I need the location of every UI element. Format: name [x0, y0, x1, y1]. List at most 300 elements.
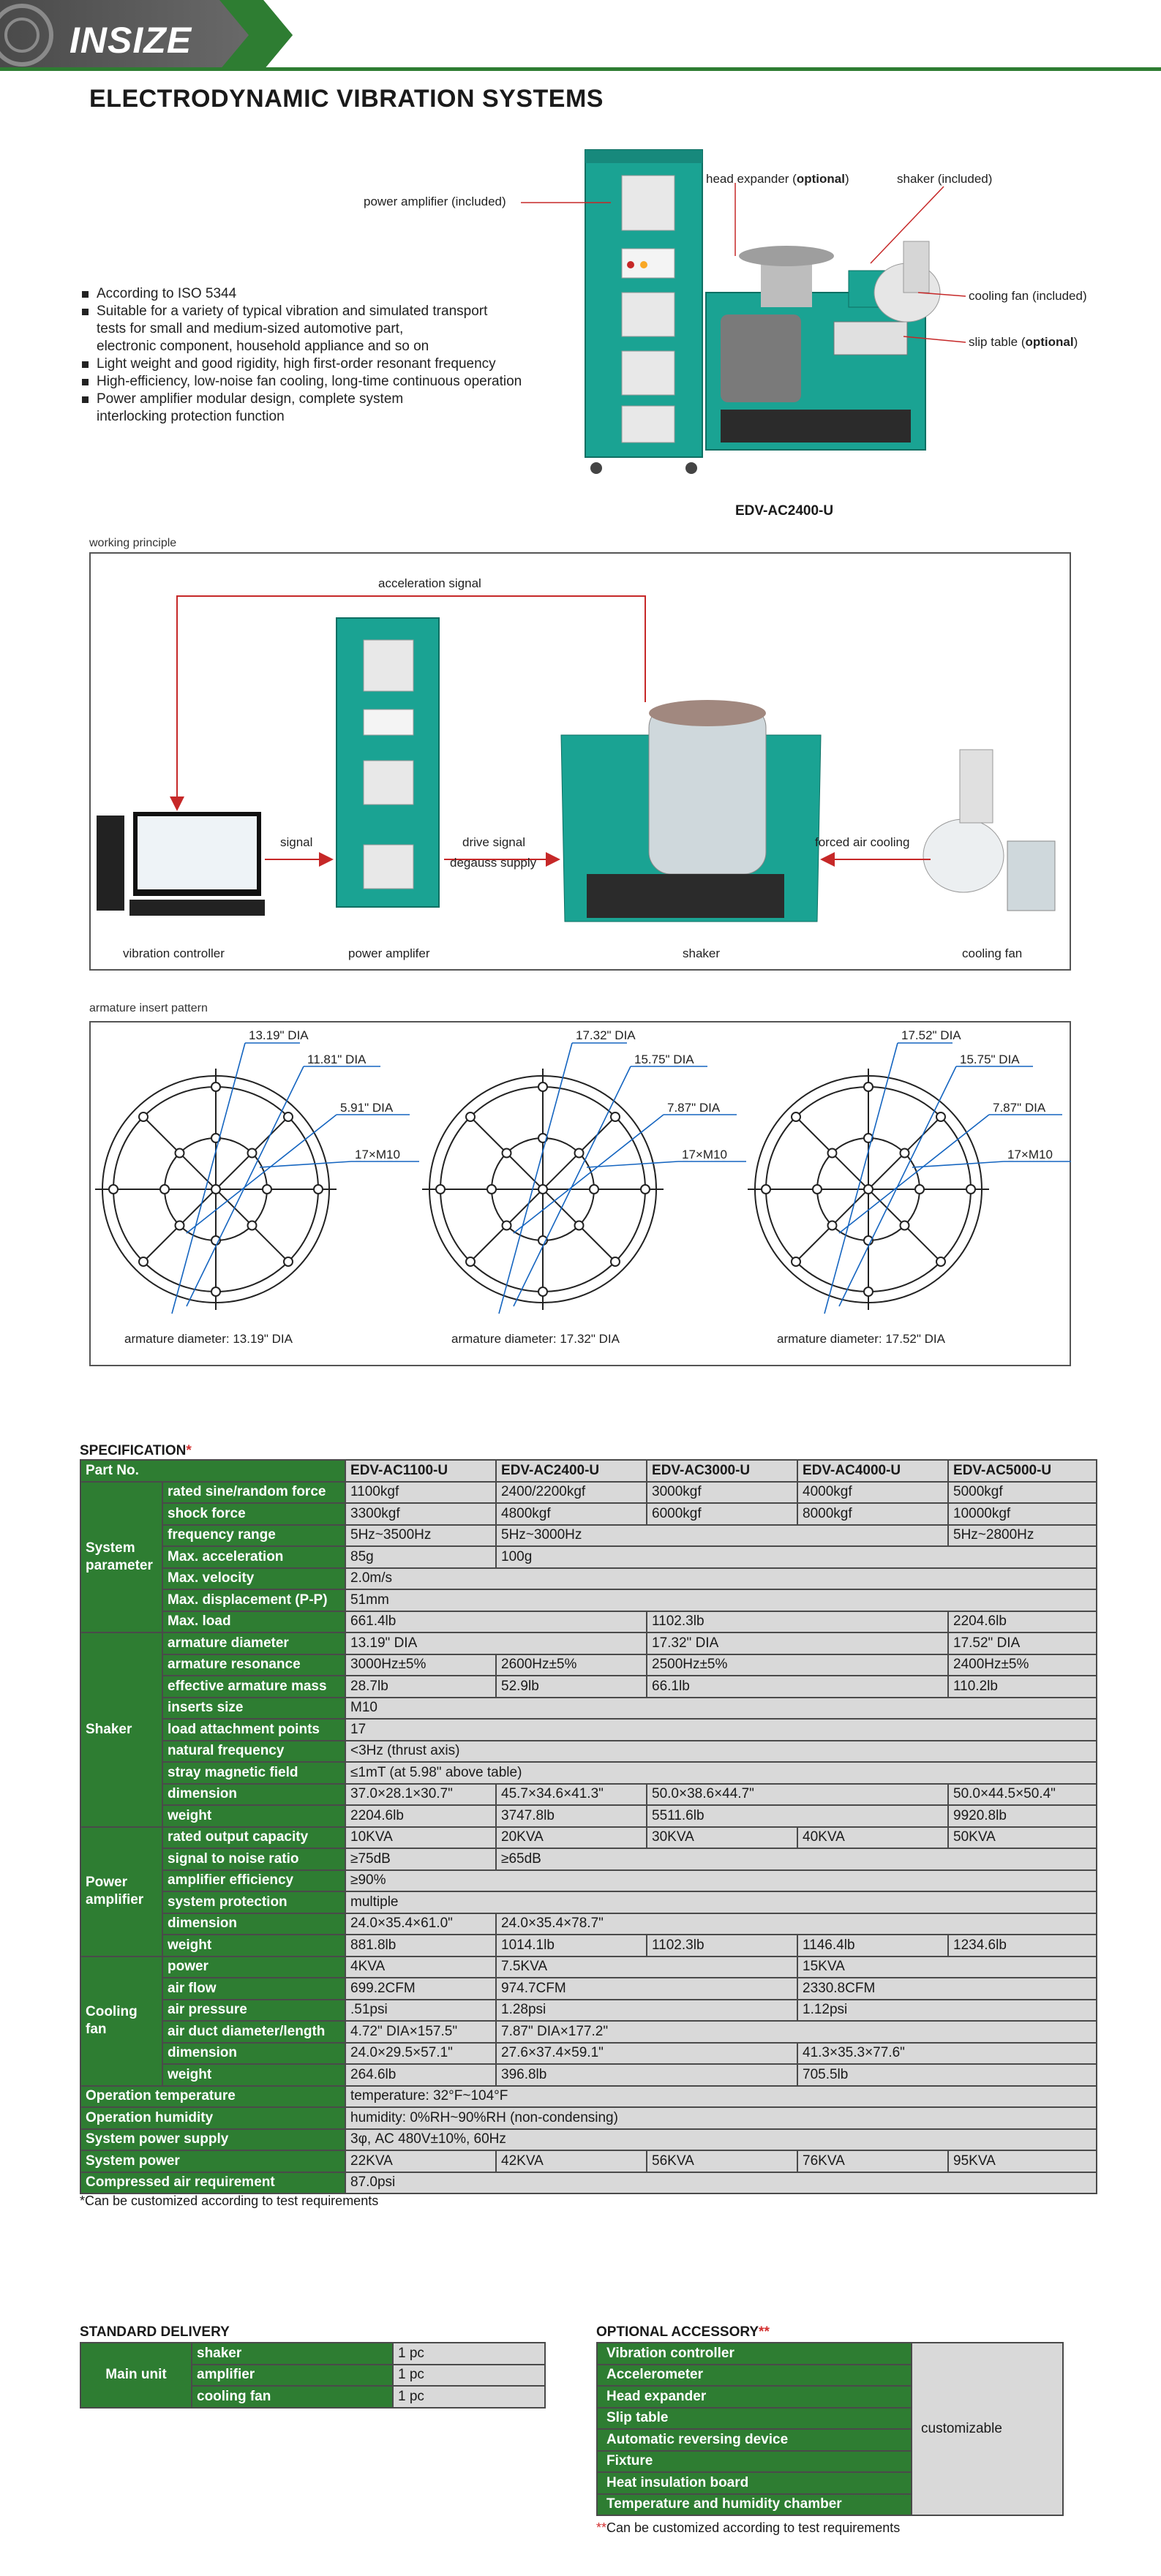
value-cell: 3000kgf: [647, 1482, 797, 1504]
table-row: [80, 1957, 1097, 1978]
table-row: [80, 1741, 1097, 1763]
insert-hole: [538, 1082, 547, 1091]
feature-item: Power amplifier modular design, complete system: [82, 391, 579, 408]
model-header: EDV-AC5000-U: [948, 1460, 1097, 1482]
value-cell: 4.72" DIA×157.5": [345, 2021, 496, 2043]
value-cell: 30KVA: [647, 1827, 797, 1849]
value-cell: 3300kgf: [345, 1503, 496, 1525]
value-cell: 3747.8lb: [496, 1805, 647, 1827]
table-row: [80, 1525, 1097, 1547]
insert-hole: [641, 1185, 650, 1194]
group-label-cooling: Cooling fan: [80, 1957, 162, 2086]
row-label: dimension: [162, 1913, 345, 1935]
armature-diameter-label: armature diameter: 17.32" DIA: [451, 1332, 620, 1346]
value-cell: 5511.6lb: [647, 1805, 948, 1827]
row-label: air pressure: [162, 2000, 345, 2022]
row-label: armature diameter: [162, 1632, 345, 1654]
dimension-label-bolt: 15.75" DIA: [634, 1052, 694, 1066]
value-cell: multiple: [345, 1891, 1097, 1913]
table-row: [80, 1654, 1097, 1676]
row-label: inserts size: [162, 1698, 345, 1720]
value-cell: 2600Hz±5%: [496, 1654, 647, 1676]
value-cell: 85g: [345, 1546, 496, 1568]
row-label: shock force: [162, 1503, 345, 1525]
value-cell: 17.52" DIA: [948, 1632, 1097, 1654]
table-row: [80, 2043, 1097, 2065]
value-cell: 705.5lb: [797, 2064, 1097, 2086]
row-label: System power: [80, 2150, 345, 2172]
value-cell: 1100kgf: [345, 1482, 496, 1504]
armature-diameter-label: armature diameter: 13.19" DIA: [124, 1332, 293, 1346]
working-principle-caption: working principle: [89, 537, 177, 549]
oa-title-text: OPTIONAL ACCESSORY: [596, 2324, 759, 2340]
table-row: [80, 1589, 1097, 1611]
header-divider: [0, 67, 1161, 71]
table-row: [80, 1719, 1097, 1741]
value-cell: 5Hz~2800Hz: [948, 1525, 1097, 1547]
delivery-item: shaker: [192, 2343, 393, 2365]
insert-hole: [966, 1185, 975, 1194]
optional-accessory-table: [596, 2342, 1064, 2516]
oa-note-stars: **: [596, 2520, 607, 2535]
feature-item: Suitable for a variety of typical vibration and simulated transport: [82, 303, 579, 320]
dimension-label-outer: 17.32" DIA: [576, 1028, 636, 1042]
value-cell: 5Hz~3000Hz: [496, 1525, 948, 1547]
insert-hole: [284, 1112, 293, 1121]
table-row: [80, 2343, 545, 2365]
value-cell: 42KVA: [496, 2150, 647, 2172]
label-forced-air-cooling: forced air cooling: [815, 835, 910, 849]
value-cell: 2500Hz±5%: [647, 1654, 948, 1676]
value-cell: 661.4lb: [345, 1611, 647, 1633]
table-row: [80, 2107, 1097, 2129]
insert-hole: [828, 1149, 837, 1158]
spec-title: [80, 1443, 192, 1459]
value-cell: 10000kgf: [948, 1503, 1097, 1525]
table-row: [80, 1784, 1097, 1806]
insert-hole: [503, 1221, 511, 1229]
callout-bold: optional: [796, 172, 845, 186]
insert-hole: [792, 1257, 800, 1266]
table-row: [80, 1891, 1097, 1913]
label-acceleration-signal: acceleration signal: [378, 576, 481, 590]
shaker-machine-image: [561, 700, 821, 922]
row-label: power: [162, 1957, 345, 1978]
dimension-leader: [172, 1043, 245, 1314]
table-row: [80, 1762, 1097, 1784]
value-cell: ≥75dB: [345, 1848, 496, 1870]
value-cell: 13.19" DIA: [345, 1632, 647, 1654]
power-amplifier-image: [337, 618, 439, 907]
row-label: air duct diameter/length: [162, 2021, 345, 2043]
table-row: [80, 2064, 1097, 2086]
value-cell: 28.7lb: [345, 1676, 496, 1698]
row-label: rated sine/random force: [162, 1482, 345, 1504]
callout-head-expander: [706, 172, 849, 187]
dimension-leader: [514, 1115, 664, 1233]
insert-hole: [314, 1185, 323, 1194]
armature-diameter-label: armature diameter: 17.52" DIA: [777, 1332, 945, 1346]
feature-item-continued: electronic component, household appliance and so on: [97, 339, 429, 354]
insert-hole: [247, 1149, 256, 1158]
insert-hole: [611, 1112, 620, 1121]
insert-hole: [538, 1185, 547, 1194]
value-cell: 699.2CFM: [345, 1978, 496, 2000]
part-no-header: Part No.: [80, 1460, 345, 1482]
value-cell: 7.5KVA: [496, 1957, 797, 1978]
insert-hole: [828, 1221, 837, 1229]
value-cell: 20KVA: [496, 1827, 647, 1849]
insert-hole: [284, 1257, 293, 1266]
value-cell: 1102.3lb: [647, 1611, 948, 1633]
table-row: [80, 2129, 1097, 2151]
table-row: [80, 2086, 1097, 2108]
row-label: Compressed air requirement: [80, 2172, 345, 2194]
value-cell: 2204.6lb: [345, 1805, 496, 1827]
standard-delivery-table: [80, 2342, 546, 2409]
main-unit-label: Main unit: [80, 2343, 192, 2408]
insert-hole: [792, 1112, 800, 1121]
row-label: amplifier efficiency: [162, 1870, 345, 1892]
value-cell: 8000kgf: [797, 1503, 948, 1525]
accessory-item: Slip table: [597, 2408, 912, 2430]
insert-hole: [538, 1287, 547, 1296]
value-cell: humidity: 0%RH~90%RH (non-condensing): [345, 2107, 1097, 2129]
value-cell: 1.12psi: [797, 2000, 1097, 2022]
value-cell: 24.0×35.4×61.0": [345, 1913, 496, 1935]
row-label: weight: [162, 2064, 345, 2086]
table-row: [80, 1913, 1097, 1935]
table-row: [80, 1935, 1097, 1957]
accessory-item: Vibration controller: [597, 2343, 912, 2365]
feature-item: Light weight and good rigidity, high first-order resonant frequency: [82, 355, 579, 373]
table-row: [80, 1827, 1097, 1849]
insert-hole: [915, 1185, 924, 1194]
row-label: air flow: [162, 1978, 345, 2000]
screw-spec-label: 17×M10: [355, 1148, 400, 1161]
group-label-shaker: Shaker: [80, 1632, 162, 1827]
value-cell: 41.3×35.3×77.6": [797, 2043, 1097, 2065]
table-row: [80, 2021, 1097, 2043]
value-cell: 9920.8lb: [948, 1805, 1097, 1827]
value-cell: 4000kgf: [797, 1482, 948, 1504]
callout-text: head expander (: [706, 172, 797, 186]
value-cell: 17.32" DIA: [647, 1632, 948, 1654]
dimension-leader: [499, 1043, 572, 1314]
value-cell: 17: [345, 1719, 1097, 1741]
value-cell: 50.0×44.5×50.4": [948, 1784, 1097, 1806]
value-cell: ≥65dB: [496, 1848, 1097, 1870]
dimension-label-inner: 5.91" DIA: [340, 1101, 394, 1115]
table-header-row: [80, 1460, 1097, 1482]
value-cell: 4800kgf: [496, 1503, 647, 1525]
value-cell: ≥90%: [345, 1870, 1097, 1892]
table-row: [80, 1611, 1097, 1633]
value-cell: .51psi: [345, 2000, 496, 2022]
table-row: [80, 1870, 1097, 1892]
armature-pattern-drawings: [89, 1021, 1071, 1366]
table-row: [80, 1676, 1097, 1698]
value-cell: 37.0×28.1×30.7": [345, 1784, 496, 1806]
value-cell: 95KVA: [948, 2150, 1097, 2172]
row-label: rated output capacity: [162, 1827, 345, 1849]
delivery-item: amplifier: [192, 2365, 393, 2387]
table-row: [80, 1978, 1097, 2000]
value-cell: 2330.8CFM: [797, 1978, 1097, 2000]
row-label: weight: [162, 1935, 345, 1957]
product-illustration: [0, 139, 1161, 490]
value-cell: 56KVA: [647, 2150, 797, 2172]
insert-hole: [139, 1257, 148, 1266]
label-cooling-fan: cooling fan: [962, 946, 1023, 960]
insert-hole: [864, 1082, 873, 1091]
table-row: [80, 1482, 1097, 1504]
table-row: [80, 2000, 1097, 2022]
cooling-fan-machine-image: [923, 750, 1055, 911]
accessory-value: customizable: [912, 2343, 1063, 2515]
row-label: system protection: [162, 1891, 345, 1913]
value-cell: temperature: 32°F~104°F: [345, 2086, 1097, 2108]
value-cell: 10KVA: [345, 1827, 496, 1849]
delivery-qty: 1 pc: [393, 2365, 545, 2387]
label-vibration-controller: vibration controller: [123, 946, 225, 960]
dimension-label-inner: 7.87" DIA: [667, 1101, 721, 1115]
screw-spec-label: 17×M10: [1007, 1148, 1053, 1161]
insert-hole: [487, 1185, 496, 1194]
insert-hole: [611, 1257, 620, 1266]
value-cell: 264.6lb: [345, 2064, 496, 2086]
value-cell: 1014.1lb: [496, 1935, 647, 1957]
feature-item-continued: interlocking protection function: [97, 409, 285, 424]
value-cell: <3Hz (thrust axis): [345, 1741, 1097, 1763]
value-cell: 50KVA: [948, 1827, 1097, 1849]
oa-note-text: Can be customized according to test requirements: [606, 2520, 901, 2535]
oa-title-stars: **: [759, 2324, 770, 2340]
insert-hole: [160, 1185, 169, 1194]
callout-text: slip table (: [969, 335, 1026, 349]
callout-shaker: shaker (included): [897, 172, 993, 186]
delivery-qty: 1 pc: [393, 2386, 545, 2408]
row-label: dimension: [162, 2043, 345, 2065]
label-drive-signal: drive signal: [462, 835, 525, 849]
label-degauss-supply: degauss supply: [450, 856, 537, 870]
insert-hole: [864, 1287, 873, 1296]
insert-hole: [211, 1287, 220, 1296]
value-cell: 974.7CFM: [496, 1978, 797, 2000]
value-cell: 5000kgf: [948, 1482, 1097, 1504]
screw-spec-label: 17×M10: [682, 1148, 727, 1161]
row-label: load attachment points: [162, 1719, 345, 1741]
value-cell: 15KVA: [797, 1957, 1097, 1978]
group-label-power: Power amplifier: [80, 1827, 162, 1957]
table-row: [80, 2172, 1097, 2194]
value-cell: 1102.3lb: [647, 1935, 797, 1957]
optional-accessory-title: [596, 2324, 770, 2340]
insert-hole: [936, 1257, 945, 1266]
value-cell: 45.7×34.6×41.3": [496, 1784, 647, 1806]
value-cell: 110.2lb: [948, 1676, 1097, 1698]
value-cell: 3φ, AC 480V±10%, 60Hz: [345, 2129, 1097, 2151]
value-cell: 1146.4lb: [797, 1935, 948, 1957]
amplifier-cabinet-image: [585, 150, 702, 474]
row-label: Max. load: [162, 1611, 345, 1633]
insert-hole: [900, 1149, 909, 1158]
value-cell: ≤1mT (at 5.98" above table): [345, 1762, 1097, 1784]
value-cell: 100g: [496, 1546, 1097, 1568]
working-principle-diagram: [89, 552, 1071, 971]
table-row: [80, 1632, 1097, 1654]
value-cell: 2400/2200kgf: [496, 1482, 647, 1504]
row-label: armature resonance: [162, 1654, 345, 1676]
dimension-label-bolt: 15.75" DIA: [960, 1052, 1020, 1066]
header-banner: [0, 0, 1161, 72]
table-row: [80, 1805, 1097, 1827]
delivery-qty: 1 pc: [393, 2343, 545, 2365]
dimension-label-outer: 17.52" DIA: [901, 1028, 961, 1042]
model-header: EDV-AC1100-U: [345, 1460, 496, 1482]
value-cell: 881.8lb: [345, 1935, 496, 1957]
group-label-system: System parameter: [80, 1482, 162, 1633]
value-cell: 4KVA: [345, 1957, 496, 1978]
callout-text: ): [844, 172, 849, 186]
callout-power-amplifier: power amplifier (included): [364, 195, 506, 208]
row-label: signal to noise ratio: [162, 1848, 345, 1870]
label-shaker: shaker: [683, 946, 721, 960]
value-cell: 50.0×38.6×44.7": [647, 1784, 948, 1806]
table-row: [80, 1503, 1097, 1525]
value-cell: 396.8lb: [496, 2064, 797, 2086]
insert-hole: [762, 1185, 770, 1194]
callout-bold: optional: [1025, 335, 1074, 349]
value-cell: 51mm: [345, 1589, 1097, 1611]
value-cell: 76KVA: [797, 2150, 948, 2172]
model-header: EDV-AC2400-U: [496, 1460, 647, 1482]
label-power-amplifier: power amplifer: [348, 946, 430, 960]
value-cell: M10: [345, 1698, 1097, 1720]
value-cell: 7.87" DIA×177.2": [496, 2021, 1097, 2043]
dimension-leader: [824, 1043, 898, 1314]
insert-hole: [263, 1185, 271, 1194]
insert-hole: [574, 1221, 583, 1229]
accessory-item: Fixture: [597, 2451, 912, 2473]
dimension-leader: [839, 1115, 989, 1233]
accessory-item: Accelerometer: [597, 2365, 912, 2387]
standard-delivery-title: STANDARD DELIVERY: [80, 2324, 230, 2340]
row-label: Operation temperature: [80, 2086, 345, 2108]
insert-hole: [247, 1221, 256, 1229]
row-label: frequency range: [162, 1525, 345, 1547]
insert-hole: [109, 1185, 118, 1194]
insert-hole: [211, 1185, 220, 1194]
dimension-label-bolt: 11.81" DIA: [307, 1052, 367, 1066]
row-label: Max. velocity: [162, 1568, 345, 1590]
armature-caption: armature insert pattern: [89, 1002, 208, 1014]
value-cell: 1.28psi: [496, 2000, 797, 2022]
callout-text: ): [1073, 335, 1078, 349]
row-label: dimension: [162, 1784, 345, 1806]
value-cell: 1234.6lb: [948, 1935, 1097, 1957]
table-row: [597, 2343, 1063, 2365]
value-cell: 66.1lb: [647, 1676, 948, 1698]
insert-hole: [176, 1221, 184, 1229]
model-header: EDV-AC3000-U: [647, 1460, 797, 1482]
table-row: [80, 1848, 1097, 1870]
accessory-item: Heat insulation board: [597, 2472, 912, 2494]
dimension-label-outer: 13.19" DIA: [249, 1028, 309, 1042]
accessory-item: Automatic reversing device: [597, 2429, 912, 2451]
feature-item: High-efficiency, low-noise fan cooling, long-time continuous operation: [82, 373, 579, 391]
spec-title-text: SPECIFICATION: [80, 1443, 187, 1458]
value-cell: 2.0m/s: [345, 1568, 1097, 1590]
feature-item: According to ISO 5344: [82, 285, 579, 303]
dimension-label-inner: 7.87" DIA: [993, 1101, 1046, 1115]
row-label: natural frequency: [162, 1741, 345, 1763]
insert-hole: [590, 1185, 598, 1194]
insert-hole: [176, 1149, 184, 1158]
row-label: weight: [162, 1805, 345, 1827]
value-cell: 5Hz~3500Hz: [345, 1525, 496, 1547]
insert-hole: [503, 1149, 511, 1158]
value-cell: 27.6×37.4×59.1": [496, 2043, 797, 2065]
value-cell: 2204.6lb: [948, 1611, 1097, 1633]
label-signal: signal: [280, 835, 313, 849]
value-cell: 40KVA: [797, 1827, 948, 1849]
row-label: Max. displacement (P-P): [162, 1589, 345, 1611]
value-cell: 2400Hz±5%: [948, 1654, 1097, 1676]
table-row: [80, 1546, 1097, 1568]
value-cell: 3000Hz±5%: [345, 1654, 496, 1676]
brand-logo: INSIZE: [69, 20, 192, 61]
value-cell: 24.0×29.5×57.1": [345, 2043, 496, 2065]
row-label: effective armature mass: [162, 1676, 345, 1698]
model-header: EDV-AC4000-U: [797, 1460, 948, 1482]
insert-hole: [813, 1185, 822, 1194]
cooling-fan-image: [874, 241, 940, 322]
spec-title-star: *: [186, 1443, 192, 1458]
insert-hole: [436, 1185, 445, 1194]
value-cell: 22KVA: [345, 2150, 496, 2172]
dimension-leader: [187, 1115, 337, 1233]
insert-hole: [936, 1112, 945, 1121]
insert-hole: [900, 1221, 909, 1229]
value-cell: 52.9lb: [496, 1676, 647, 1698]
insert-hole: [864, 1185, 873, 1194]
optional-accessory-footnote: [596, 2520, 900, 2536]
table-row: [80, 1568, 1097, 1590]
accessory-item: Head expander: [597, 2386, 912, 2408]
feature-item-continued: tests for small and medium-sized automotive part,: [97, 321, 404, 336]
vibration-controller-image: [97, 812, 265, 916]
row-label: Operation humidity: [80, 2107, 345, 2129]
spec-table: [80, 1459, 1097, 2194]
delivery-item: cooling fan: [192, 2386, 393, 2408]
value-cell: 87.0psi: [345, 2172, 1097, 2194]
insert-hole: [466, 1112, 475, 1121]
insert-hole: [139, 1112, 148, 1121]
insert-hole: [211, 1082, 220, 1091]
table-row: [80, 2150, 1097, 2172]
table-row: [80, 1698, 1097, 1720]
value-cell: 24.0×35.4×78.7": [496, 1913, 1097, 1935]
spec-footnote: *Can be customized according to test requirements: [80, 2193, 379, 2208]
callout-cooling-fan: cooling fan (included): [969, 289, 1087, 303]
model-caption: EDV-AC2400-U: [735, 503, 834, 519]
insert-hole: [574, 1149, 583, 1158]
row-label: System power supply: [80, 2129, 345, 2151]
page-title: ELECTRODYNAMIC VIBRATION SYSTEMS: [89, 85, 604, 113]
row-label: Max. acceleration: [162, 1546, 345, 1568]
value-cell: 6000kgf: [647, 1503, 797, 1525]
